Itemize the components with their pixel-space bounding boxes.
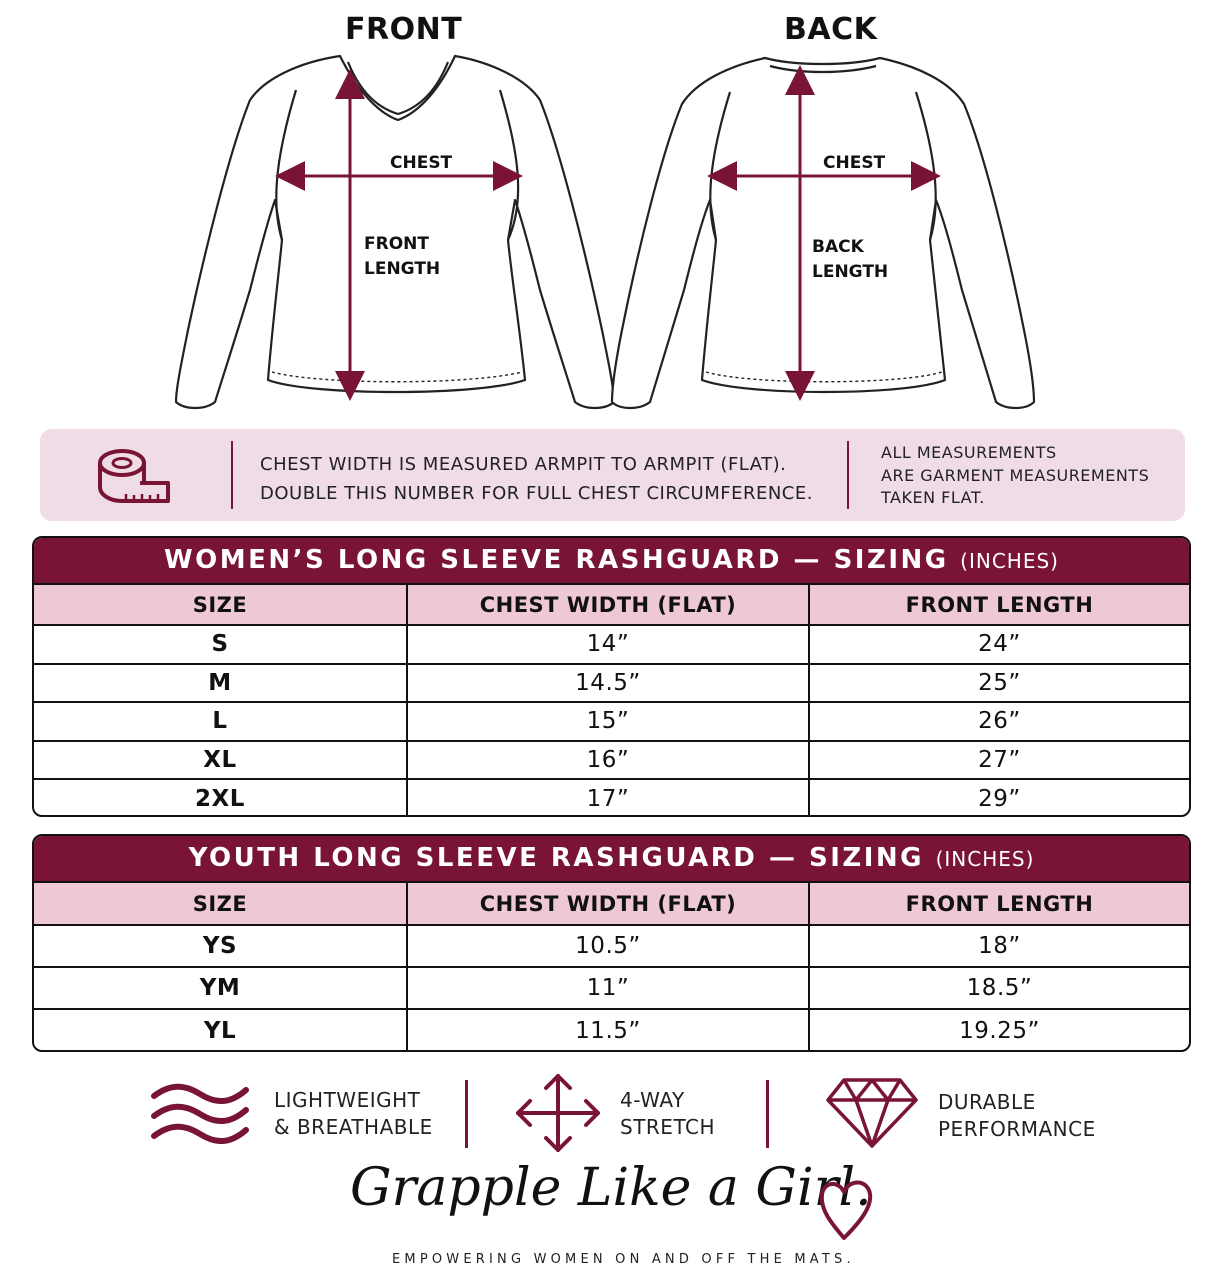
feature-line-1: LIGHTWEIGHT (274, 1088, 421, 1112)
chest-cell: 11” (407, 967, 809, 1009)
garment-measure-note (881, 442, 1149, 510)
size-cell: YS (34, 925, 407, 967)
brand-tagline: EMPOWERING WOMEN ON AND OFF THE MATS. (392, 1252, 855, 1267)
front-length-label-2: LENGTH (364, 259, 441, 279)
table-row (34, 625, 1189, 664)
diamond-icon (824, 1076, 920, 1150)
garment-note-line-1: ALL MEASUREMENTS (881, 443, 1057, 462)
chest-measure-line-1: CHEST WIDTH IS MEASURED ARMPIT TO ARMPIT (FLAT). (260, 454, 787, 475)
feature-durable (938, 1089, 1096, 1143)
table-row (34, 925, 1189, 967)
chest-measure-line-2: DOUBLE THIS NUMBER FOR FULL CHEST CIRCUMFERENCE. (260, 483, 813, 504)
chest-cell: 10.5” (407, 925, 809, 967)
size-cell: XL (34, 741, 407, 780)
length-cell: 29” (809, 779, 1189, 817)
chest-cell: 11.5” (407, 1009, 809, 1051)
garment-note-line-2: ARE GARMENT MEASUREMENTS (881, 465, 1150, 485)
table-header-row (34, 882, 1189, 925)
size-cell: YL (34, 1009, 407, 1051)
feature-stretch (620, 1087, 715, 1141)
feature-row (0, 1068, 1224, 1158)
heart-icon (814, 1174, 878, 1246)
length-cell: 18” (809, 925, 1189, 967)
garment-note-line-3: TAKEN FLAT. (881, 488, 985, 507)
feature-line-1: DURABLE (938, 1090, 1036, 1114)
front-shirt-illustration (176, 56, 614, 408)
size-cell: 2XL (34, 779, 407, 817)
tape-measure-icon (96, 445, 172, 507)
youth-table-title (34, 836, 1189, 881)
table-row (34, 702, 1189, 741)
back-length-label-1: BACK (812, 237, 864, 257)
brand-logo: Grapple Like a Girl. (350, 1158, 872, 1218)
front-chest-label: CHEST (390, 153, 453, 173)
chest-cell: 17” (407, 779, 809, 817)
col-header-chest: CHEST WIDTH (FLAT) (407, 882, 809, 925)
back-shirt-illustration (612, 58, 1034, 408)
youth-size-table (32, 834, 1191, 1052)
size-cell: S (34, 625, 407, 664)
length-cell: 26” (809, 702, 1189, 741)
table-row (34, 741, 1189, 780)
col-header-length: FRONT LENGTH (809, 882, 1189, 925)
front-length-label-1: FRONT (364, 234, 429, 254)
chest-cell: 16” (407, 741, 809, 780)
table-row (34, 664, 1189, 703)
feature-line-2: PERFORMANCE (938, 1117, 1096, 1141)
table-row (34, 967, 1189, 1009)
info-divider (847, 441, 849, 509)
chest-measure-note (260, 450, 813, 508)
feature-line-1: 4-WAY (620, 1088, 685, 1112)
col-header-size: SIZE (34, 882, 407, 925)
length-cell: 18.5” (809, 967, 1189, 1009)
youth-table-grid (34, 881, 1189, 1051)
col-header-chest: CHEST WIDTH (FLAT) (407, 584, 809, 625)
womens-table-grid (34, 583, 1189, 817)
back-length-label-2: LENGTH (812, 262, 889, 282)
chest-cell: 14” (407, 625, 809, 664)
womens-table-title-text: WOMEN’S LONG SLEEVE RASHGUARD — SIZING (164, 545, 949, 575)
womens-size-table (32, 536, 1191, 817)
chest-cell: 14.5” (407, 664, 809, 703)
chest-cell: 15” (407, 702, 809, 741)
table-row (34, 1009, 1189, 1051)
length-cell: 19.25” (809, 1009, 1189, 1051)
womens-table-title (34, 538, 1189, 583)
back-chest-label: CHEST (823, 153, 886, 173)
size-cell: YM (34, 967, 407, 1009)
info-divider (231, 441, 233, 509)
table-header-row (34, 584, 1189, 625)
size-cell: L (34, 702, 407, 741)
feature-lightweight (274, 1087, 433, 1141)
length-cell: 24” (809, 625, 1189, 664)
length-cell: 25” (809, 664, 1189, 703)
size-cell: M (34, 664, 407, 703)
length-cell: 27” (809, 741, 1189, 780)
col-header-size: SIZE (34, 584, 407, 625)
table-row (34, 779, 1189, 817)
back-label: BACK (784, 12, 878, 47)
feature-divider (766, 1080, 769, 1148)
feature-line-2: & BREATHABLE (274, 1115, 433, 1139)
four-way-arrows-icon (514, 1072, 602, 1154)
youth-table-title-text: YOUTH LONG SLEEVE RASHGUARD — SIZING (188, 843, 925, 873)
waves-icon (150, 1082, 250, 1144)
feature-divider (465, 1080, 468, 1148)
youth-table-units: (INCHES) (935, 847, 1035, 871)
shirt-diagrams (0, 40, 1224, 420)
feature-line-2: STRETCH (620, 1115, 715, 1139)
measurement-info-band (40, 429, 1185, 521)
col-header-length: FRONT LENGTH (809, 584, 1189, 625)
front-label: FRONT (345, 12, 463, 47)
womens-table-units: (INCHES) (960, 549, 1059, 573)
